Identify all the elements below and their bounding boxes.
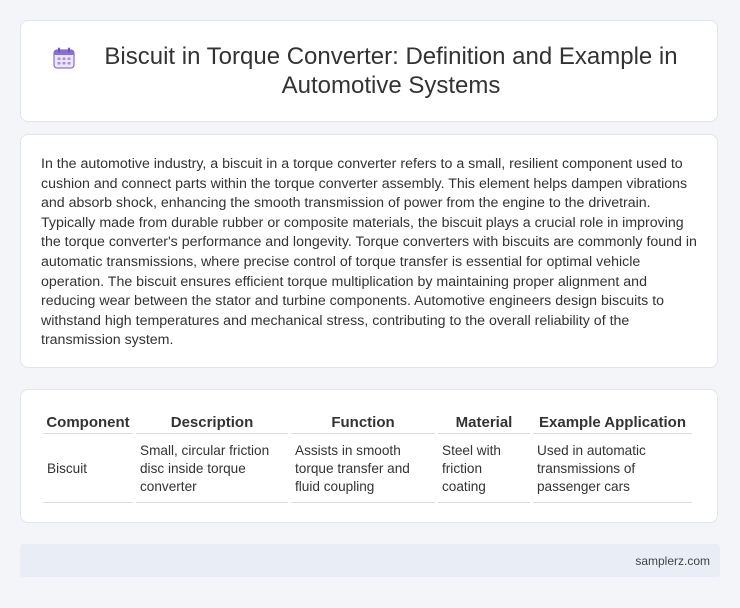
footer xyxy=(20,544,720,577)
header-example-application: Example Application xyxy=(533,412,692,434)
calendar-icon xyxy=(51,45,77,71)
description-card xyxy=(20,134,718,368)
header-function: Function xyxy=(291,412,435,434)
cell-example-application: Used in automatic transmissions of passenger cars xyxy=(533,434,692,503)
title-wrap xyxy=(51,42,687,100)
footer-site-link[interactable]: samplerz.com xyxy=(635,553,710,568)
info-table xyxy=(40,412,695,503)
cell-description: Small, circular friction disc inside torque converter xyxy=(136,434,288,503)
header-material: Material xyxy=(438,412,530,434)
cell-material: Steel with friction coating xyxy=(438,434,530,503)
header-component: Component xyxy=(43,412,133,434)
table-row xyxy=(43,434,692,503)
table-header-row xyxy=(43,412,692,434)
title-card xyxy=(20,20,718,122)
cell-component: Biscuit xyxy=(43,434,133,503)
table-card xyxy=(20,389,718,523)
page-title: Biscuit in Torque Converter: Definition and Example in Automotive Systems xyxy=(104,43,678,99)
header-description: Description xyxy=(136,412,288,434)
cell-function: Assists in smooth torque transfer and fluid coupling xyxy=(291,434,435,503)
description-text: In the automotive industry, a biscuit in a torque converter refers to a small, resilient component used to cushion and connect parts within the torque converter assembly. This element helps dampen vibrations and absorb shock, enhancing the smooth transmission of power from the engine to the drivetrain. Typically made from durable rubber or composite materials, the biscuit plays a crucial role in improving the torque converter's performance and longevity. Torque converters with biscuits are commonly found in automatic transmissions, where precise control of torque transfer is essential for optimal vehicle operation. The biscuit ensures efficient torque multiplication by maintaining proper alignment and reducing wear between the stator and turbine components. Automotive engineers design biscuits to withstand high temperatures and mechanical stress, contributing to the overall reliability of the transmission system. xyxy=(41,156,697,349)
